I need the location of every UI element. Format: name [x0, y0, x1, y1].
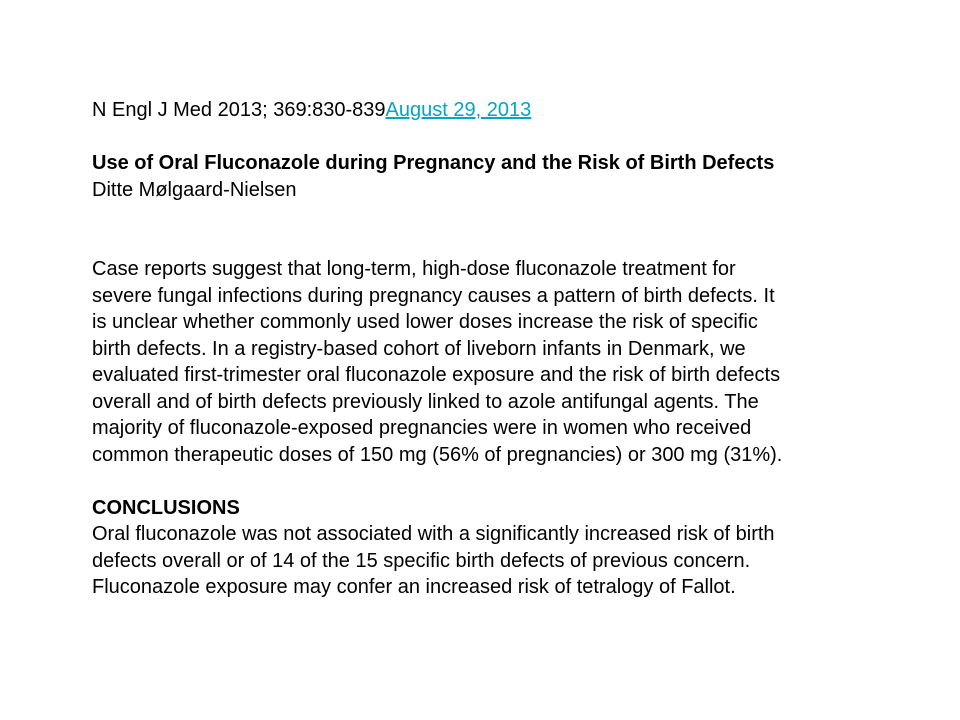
journal-reference: N Engl J Med 2013; 369:830-839: [92, 99, 386, 121]
abstract-line: common therapeutic doses of 150 mg (56% of pregnancies) or 300 mg (31%).: [92, 443, 783, 466]
conclusions-line: Oral fluconazole was not associated with a significantly increased risk of birth: [92, 523, 775, 545]
abstract-line: birth defects. In a registry-based cohort of liveborn infants in Denmark, we: [92, 337, 746, 360]
abstract-line: severe fungal infections during pregnancy causes a pattern of birth defects. It: [92, 284, 775, 307]
article-title: Use of Oral Fluconazole during Pregnancy and the Risk of Birth Defects: [92, 152, 775, 174]
spacer: [92, 230, 932, 257]
abstract-line: is unclear whether commonly used lower doses increase the risk of specific: [92, 311, 758, 333]
conclusions-paragraph: [92, 521, 932, 601]
abstract-line: majority of fluconazole-exposed pregnancies were in women who received: [92, 417, 752, 439]
article-author: Ditte Mølgaard-Nielsen: [92, 178, 297, 201]
conclusions-heading: CONCLUSIONS: [92, 496, 240, 519]
conclusions-line: defects overall or of 14 of the 15 specific birth defects of previous concern.: [92, 549, 751, 572]
abstract-line: evaluated first-trimester oral fluconazole exposure and the risk of birth defects: [92, 364, 781, 386]
spacer: [92, 124, 932, 151]
spacer: [92, 468, 932, 495]
abstract-line: overall and of birth defects previously linked to azole antifungal agents. The: [92, 390, 759, 413]
publication-date-link[interactable]: August 29, 2013: [385, 99, 532, 121]
abstract-paragraph: [92, 256, 932, 468]
spacer: [92, 203, 932, 230]
conclusions-line: Fluconazole exposure may confer an increased risk of tetralogy of Fallot.: [92, 576, 736, 598]
document-body: [92, 97, 932, 601]
citation-line: [92, 97, 932, 124]
abstract-line: Case reports suggest that long-term, high-dose fluconazole treatment for: [92, 258, 736, 280]
